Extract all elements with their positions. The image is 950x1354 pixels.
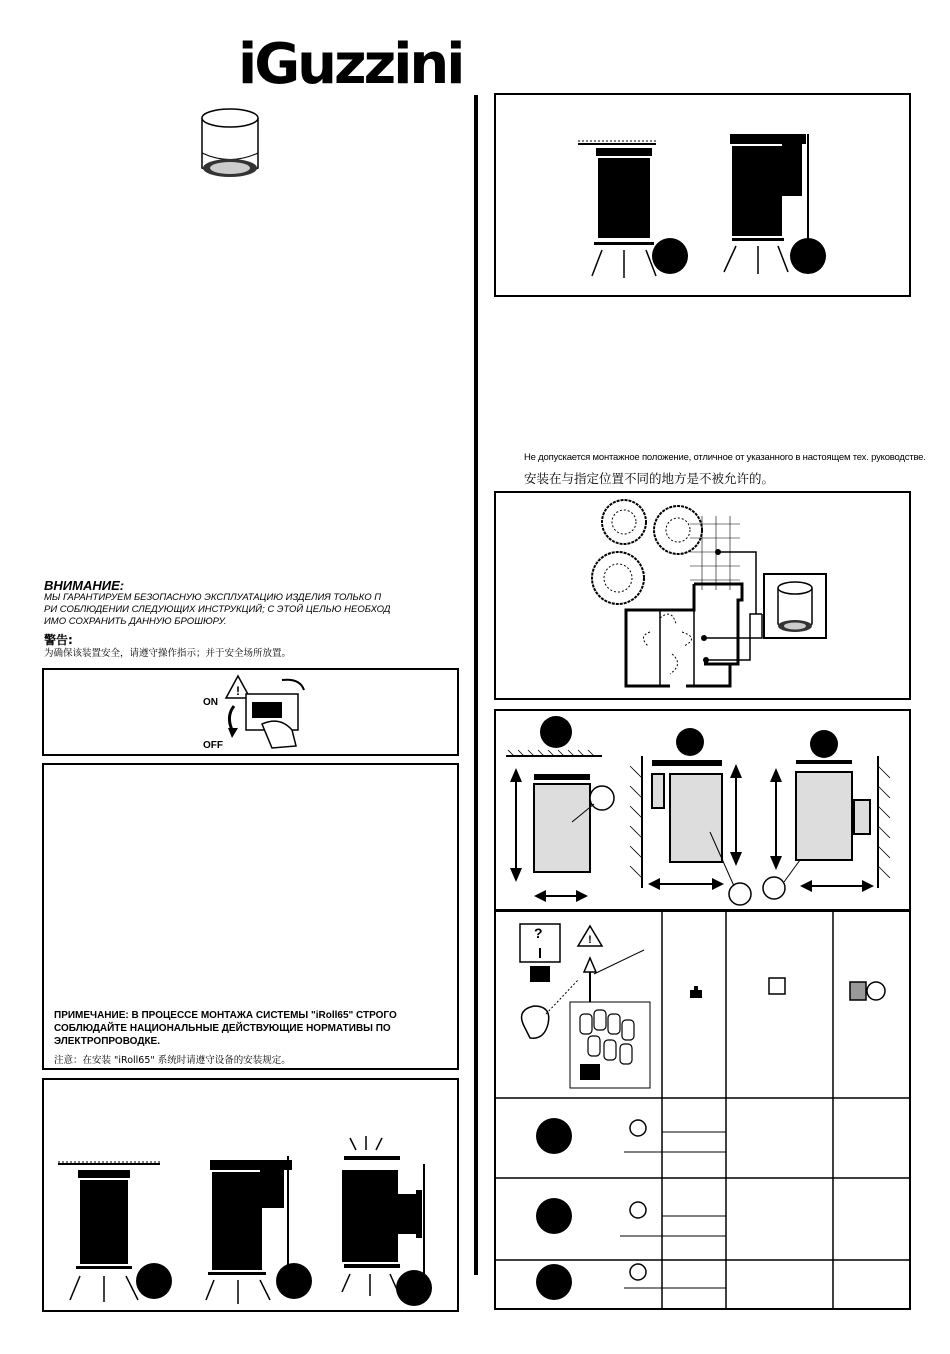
position-note-cn: 安装在与指定位置不同的地方是不被允许的。 — [524, 471, 775, 486]
clearance-diagram — [498, 712, 908, 908]
switch-illustration — [222, 674, 312, 752]
warning-text-ru-2: РИ СОБЛЮДЕНИИ СЛЕДУЮЩИХ ИНСТРУКЦИЙ; С ЭТОЙ ЦЕЛЬЮ НЕОБХОД — [44, 604, 391, 615]
warning-title-cn: 警告: — [44, 633, 73, 647]
install-note-ru-line3: ЭЛЕКТРОПРОВОДКЕ. — [54, 1036, 160, 1047]
off-label: OFF — [203, 740, 223, 751]
warning-text-cn: 为确保该装置安全，请遵守操作指示；并于安全场所放置。 — [44, 648, 292, 659]
install-note-ru-line2: СОБЛЮДАЙТЕ НАЦИОНАЛЬНЫЕ ДЕЙСТВУЮЩИЕ НОРМАТИВЫ ПО — [54, 1023, 391, 1034]
product-illustration — [190, 98, 270, 188]
brand-logo: iGuzzini — [238, 32, 463, 97]
install-note-cn: 注意：在安装 "iRoll65" 系统时请遵守设备的安装规定。 — [54, 1055, 291, 1066]
install-note-ru-line1: ПРИМЕЧАНИЕ: В ПРОЦЕССЕ МОНТАЖА СИСТЕМЫ "iRoll65" СТРОГО — [54, 1010, 397, 1021]
warning-text-ru-3: ИМО СОХРАНИТЬ ДАННУЮ БРОШЮРУ. — [44, 616, 227, 627]
page-divider — [474, 95, 478, 1275]
svg-text:!: ! — [236, 684, 240, 698]
floor-plan-illustration — [590, 496, 830, 696]
position-note-ru: Не допускается монтажное положение, отличное от указанного в настоящем тех. руководстве. — [524, 452, 926, 463]
mounting-diagram-left — [50, 1150, 450, 1310]
lamp-table-grid — [494, 910, 911, 1310]
on-label: ON — [203, 697, 218, 708]
lamp-question-mark: ? — [534, 925, 543, 941]
warning-title-ru: ВНИМАНИЕ: — [44, 578, 125, 593]
warning-text-ru-1: МЫ ГАРАНТИРУЕМ БЕЗОПАСНУЮ ЭКСПЛУАТАЦИЮ ИЗДЕЛИЯ ТОЛЬКО П — [44, 592, 382, 603]
mounting-diagram-right — [570, 130, 840, 290]
svg-text:!: ! — [588, 934, 592, 946]
